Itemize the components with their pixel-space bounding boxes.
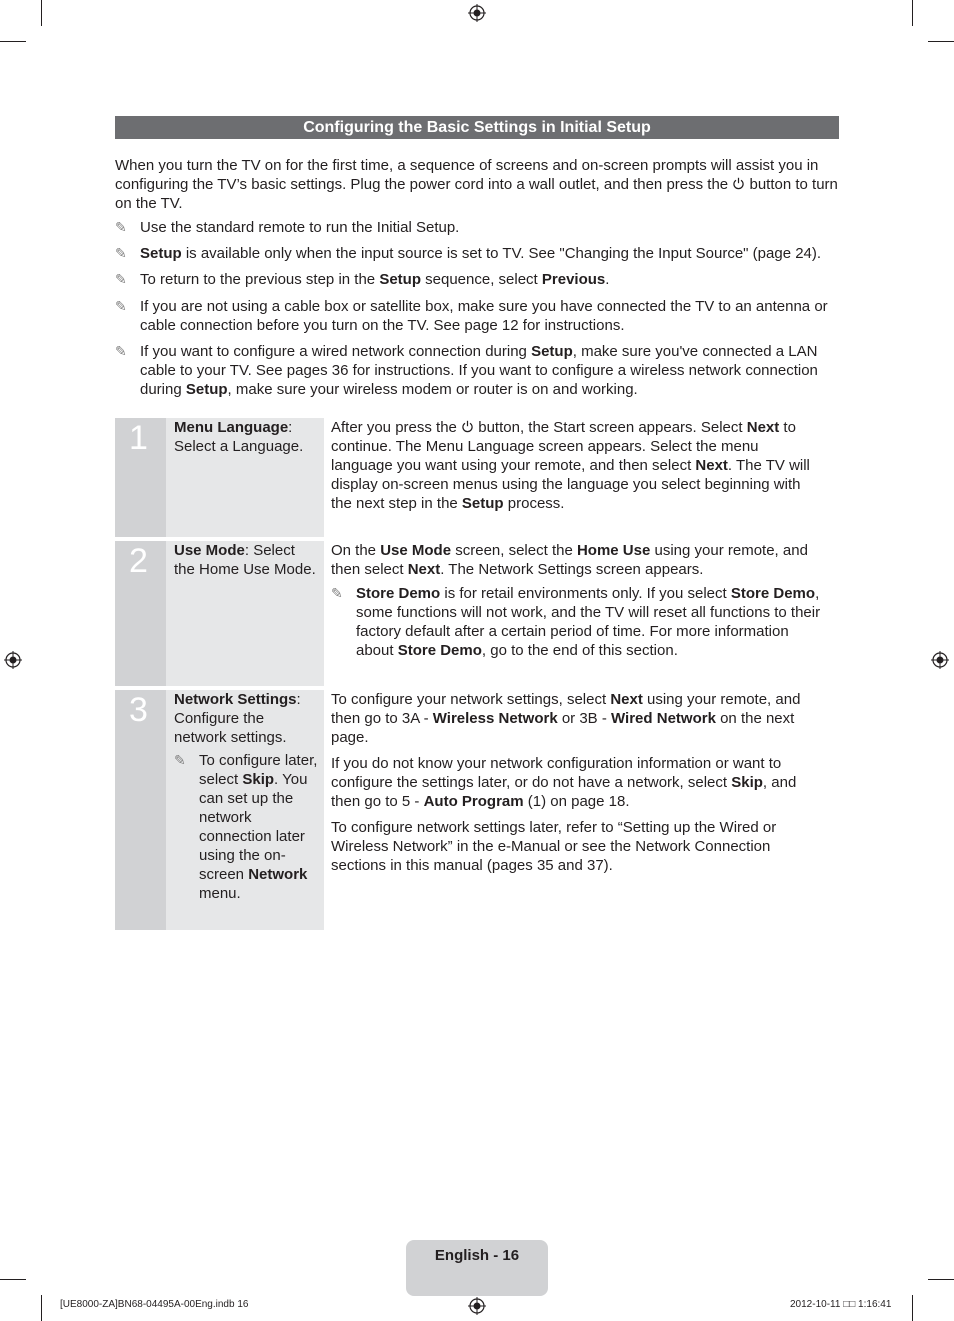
desc-text: to continue. The Menu Language screen appears. Select the menu language you want using your remote, and then select <box>331 419 796 474</box>
pencil-icon: ✎ <box>115 271 127 287</box>
slug-left: [UE8000-ZA]BN68-04495A-00Eng.indb 16 <box>60 1299 249 1310</box>
step-number-column <box>115 418 166 537</box>
desc-bold: Wired Network <box>611 710 716 727</box>
crop-mark <box>912 1295 913 1321</box>
desc-bold: Store Demo <box>356 585 441 602</box>
desc-bold: Store Demo <box>397 642 482 659</box>
step-description <box>331 541 823 660</box>
desc-bold: Home Use <box>576 542 651 559</box>
registration-mark-icon <box>4 651 22 669</box>
desc-text: process. <box>503 495 565 512</box>
step-label-text: : Configure the network settings. <box>174 691 301 746</box>
page-number: English - 16 <box>434 1247 520 1264</box>
step-label-text: : Select a Language. <box>174 419 304 455</box>
crop-mark <box>928 1279 954 1280</box>
step-label-bold: Network Settings <box>174 691 297 708</box>
note-bold: Setup <box>140 245 182 262</box>
label-note-bold: Network <box>248 866 308 883</box>
note-item <box>115 218 839 237</box>
step-description <box>331 690 823 875</box>
step-label-column <box>166 690 324 930</box>
step-number: 3 <box>129 691 148 729</box>
desc-text: is for retail environments only. If you select <box>440 585 731 602</box>
note-bold: Previous <box>541 271 606 288</box>
desc-bold: Next <box>407 561 441 578</box>
step-number-column <box>115 690 166 930</box>
note-text: Use the standard remote to run the Initial Setup. <box>140 219 460 236</box>
desc-bold: Auto Program <box>423 793 524 810</box>
desc-bold: Next <box>695 457 728 474</box>
desc-text: , and then go to 5 - <box>331 774 797 810</box>
note-item <box>115 270 839 289</box>
power-icon <box>461 419 474 436</box>
crop-mark <box>0 41 26 42</box>
step-label-note <box>174 751 318 903</box>
desc-bold: Skip <box>731 774 763 791</box>
note-text: , make sure your wireless modem or router is on and working. <box>227 381 638 398</box>
step-1 <box>115 418 839 537</box>
note-text: sequence, select <box>420 271 542 288</box>
desc-text: To configure your network settings, select <box>331 691 611 708</box>
desc-paragraph <box>331 754 823 811</box>
step-3 <box>115 690 839 930</box>
desc-paragraph <box>331 690 823 747</box>
note-bold: Setup <box>531 343 573 360</box>
desc-bold: Next <box>746 419 780 436</box>
desc-text: using your remote, and then select <box>331 542 808 578</box>
desc-text: button, the Start screen appears. Select <box>474 419 747 436</box>
desc-bold: Wireless Network <box>432 710 558 727</box>
step-2 <box>115 541 839 686</box>
crop-mark <box>928 41 954 42</box>
section-title: Configuring the Basic Settings in Initial Setup <box>115 116 839 139</box>
pencil-icon: ✎ <box>115 298 127 314</box>
note-text: , make sure you've connected a LAN cable to your TV. See pages 36 for instructions. If you want to configure a wireless network connection during <box>140 343 818 398</box>
crop-mark <box>41 1295 42 1321</box>
desc-paragraph: To configure network settings later, refer to “Setting up the Wired or Wireless Network” in the e-Manual or see the Network Connection sections in this manual (pages 35 and 37). <box>331 819 777 874</box>
pencil-icon: ✎ <box>174 752 186 768</box>
registration-mark-icon <box>468 1297 486 1315</box>
step-label <box>174 690 318 903</box>
crop-mark <box>0 1279 26 1280</box>
label-note-bold: Skip <box>242 771 275 788</box>
step-label-column <box>166 541 324 686</box>
desc-text: , go to the end of this section. <box>481 642 678 659</box>
desc-paragraph <box>331 541 823 579</box>
power-icon <box>732 176 745 193</box>
pencil-icon: ✎ <box>331 585 343 601</box>
step-number: 1 <box>129 419 148 457</box>
desc-text: on the next page. <box>331 710 795 746</box>
desc-text: If you do not know your network configuration information or want to configure the settings later, or do not have a network, select <box>331 755 782 791</box>
note-text: To return to the previous step in the <box>140 271 380 288</box>
step-label-text: : Select the Home Use Mode. <box>174 542 316 578</box>
intro-text: button to turn on the TV. <box>115 176 838 212</box>
desc-text: . The Network Settings screen appears. <box>440 561 704 578</box>
desc-bold: Use Mode <box>380 542 452 559</box>
crop-mark <box>912 0 913 26</box>
desc-note <box>331 584 823 660</box>
note-text: If you want to configure a wired network connection during <box>140 343 532 360</box>
desc-bold: Next <box>610 691 643 708</box>
slug-right: 2012-10-11 □□ 1:16:41 <box>790 1299 892 1310</box>
desc-text: (1) on page 18. <box>523 793 630 810</box>
note-bold: Setup <box>185 381 228 398</box>
step-label <box>174 418 318 456</box>
pencil-icon: ✎ <box>115 219 127 235</box>
desc-text: On the <box>331 542 381 559</box>
step-label <box>174 541 318 579</box>
desc-text: After you press the <box>331 419 462 436</box>
note-text: is available only when the input source is set to TV. See "Changing the Input Source" (page 24). <box>181 245 822 262</box>
desc-bold: Setup <box>461 495 504 512</box>
step-label-bold: Use Mode <box>174 542 245 559</box>
desc-text: . The TV will display on-screen menus using the language you select beginning with the next step in the <box>331 457 810 512</box>
step-number: 2 <box>129 542 148 580</box>
label-note-text: . You can set up the network connection later using the on-screen <box>199 771 308 883</box>
desc-text: , some functions will not work, and the TV will reset all functions to their factory default after a certain period of time. For more information about <box>356 585 821 659</box>
registration-mark-icon <box>468 4 486 22</box>
pencil-icon: ✎ <box>115 343 127 359</box>
note-item <box>115 244 839 263</box>
page-number-tab <box>406 1240 548 1296</box>
note-text: . <box>605 271 610 288</box>
crop-mark <box>41 0 42 26</box>
step-number-column <box>115 541 166 686</box>
intro-text: When you turn the TV on for the first time, a sequence of screens and on-screen prompts will assist you in configuring the TV’s basic settings. Plug the power cord into a wall outlet, and then press the <box>115 157 819 193</box>
desc-text: screen, select the <box>451 542 577 559</box>
registration-mark-icon <box>931 651 949 669</box>
note-item <box>115 342 839 399</box>
pencil-icon: ✎ <box>115 245 127 261</box>
step-description <box>331 418 823 513</box>
label-note-text: menu. <box>199 885 241 902</box>
desc-text: using your remote, and then go to 3A - <box>331 691 801 727</box>
note-bold: Setup <box>379 271 421 288</box>
desc-text: or 3B - <box>557 710 612 727</box>
intro-paragraph <box>115 156 839 213</box>
desc-bold: Store Demo <box>730 585 816 602</box>
step-label-paragraph <box>174 690 318 747</box>
step-label-bold: Menu Language <box>174 419 289 436</box>
step-label-column <box>166 418 324 537</box>
note-text: If you are not using a cable box or satellite box, make sure you have connected the TV to an antenna or cable connection before you turn on the TV. See page 12 for instructions. <box>140 298 828 334</box>
note-item <box>115 297 839 335</box>
label-note-text: To configure later, select <box>199 752 318 788</box>
